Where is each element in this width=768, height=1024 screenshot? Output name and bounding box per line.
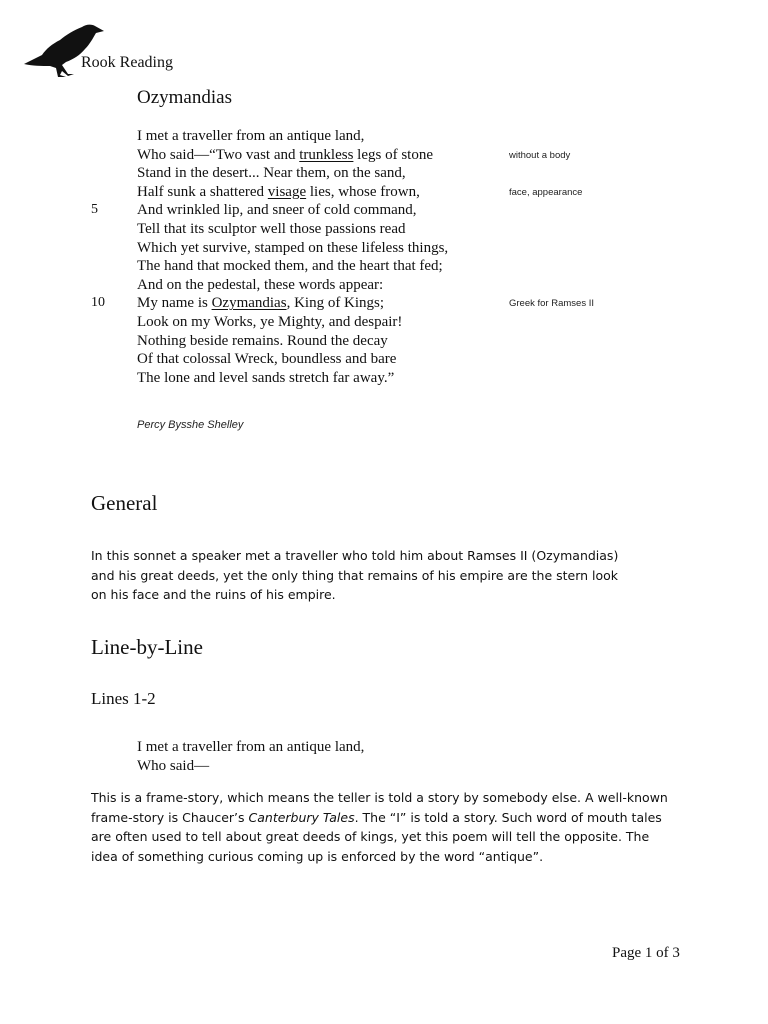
poem-line-text [137,239,448,257]
poem-line [0,164,768,183]
poem-line [0,201,768,220]
poem-body [0,127,768,387]
quoted-lines [137,738,364,775]
line-text: I met a traveller from an antique land, [137,128,365,144]
line-number: 5 [91,202,98,218]
poem-line-text [137,201,417,219]
glossed-word: Ozymandias [211,295,287,312]
quote-line: I met a traveller from an antique land, [137,739,365,755]
poem-line-text [137,183,420,201]
poem-author: Percy Bysshe Shelley [137,419,244,431]
line-text: Nothing beside remains. Round the decay [137,332,388,349]
poem-line-text [137,332,388,350]
line-text: Tell that its sculptor well those passions read [137,220,406,237]
line-text: Look on my Works, ye Mighty, and despair! [137,313,403,330]
paragraph-text: frame-story is Chaucer’s [91,809,249,825]
poem-line [0,276,768,295]
poem-line-text [137,146,433,164]
glossed-word: trunkless [299,146,354,163]
poem-line [0,257,768,276]
poem-line [0,183,768,202]
general-line: In this sonnet a speaker met a traveller who told him about Ramses II (Ozymandias) [91,548,619,563]
paragraph-line: are often used to tell about great deeds of kings, yet this poem will tell the opposite. The [91,829,650,844]
line-text: , King of Kings; [286,295,385,312]
paragraph-line [91,808,691,828]
poem-line [0,313,768,332]
gloss-note: Greek for Ramses II [509,298,594,310]
poem-line [0,146,768,165]
line-text: lies, whose frown, [306,183,420,200]
poem-title: Ozymandias [137,87,232,108]
line-number: 10 [91,295,105,311]
page-number: Page 1 of 3 [612,945,680,961]
gloss-note: face, appearance [509,186,583,198]
gloss-note: without a body [509,149,571,161]
line-text: My name is [137,295,212,312]
line-text: The hand that mocked them, and the heart that fed; [137,258,443,275]
poem-line-text [137,313,402,331]
poem-line [0,127,768,146]
general-paragraph [91,546,691,605]
general-line: and his great deeds, yet the only thing that remains of his empire are the stern look [91,567,619,583]
paragraph-line: idea of something curious coming up is enforced by the word “antique”. [91,848,544,864]
poem-line-text [137,257,443,275]
line-text: Which yet survive, stamped on these lifeless things, [137,239,449,256]
poem-line-text [137,369,394,387]
paragraph-line: This is a frame-story, which means the teller is told a story by somebody else. A well-known [91,790,668,805]
line-by-line-heading: Line-by-Line [91,635,203,659]
poem-line-text [137,350,396,368]
line-text: Stand in the desert... Near them, on the sand, [137,165,406,182]
rook-reading-logo [22,22,182,78]
quote-line: Who said— [137,757,210,774]
glossed-word: visage [267,183,307,200]
line-text: The lone and level sands stretch far away.” [137,369,395,386]
line-text: Half sunk a shattered [137,183,268,200]
poem-line-text [137,220,405,238]
poem-line-text [137,294,384,312]
poem-line [0,294,768,313]
line-text: And wrinkled lip, and sneer of cold command, [137,202,417,219]
poem-line [0,220,768,239]
poem-line [0,332,768,351]
general-line: on his face and the ruins of his empire. [91,587,336,602]
line-by-line-paragraph [91,788,691,866]
poem-line [0,239,768,258]
poem-line [0,369,768,388]
poem-line-text [137,276,383,294]
line-text: Who said—“Two vast and [137,146,300,163]
line-text: legs of stone [353,146,433,163]
poem-line-text [137,127,364,145]
general-heading: General [91,491,158,515]
poem-line-text [137,164,406,182]
paragraph-text: . The “I” is told a story. Such word of mouth tales [354,809,662,825]
logo-text: Rook Reading [81,54,173,71]
poem-line [0,350,768,369]
line-text: And on the pedestal, these words appear: [137,276,384,293]
book-title: Canterbury Tales [248,809,355,825]
lines-1-2-subheading: Lines 1-2 [91,689,156,708]
line-text: Of that colossal Wreck, boundless and bare [137,351,397,368]
